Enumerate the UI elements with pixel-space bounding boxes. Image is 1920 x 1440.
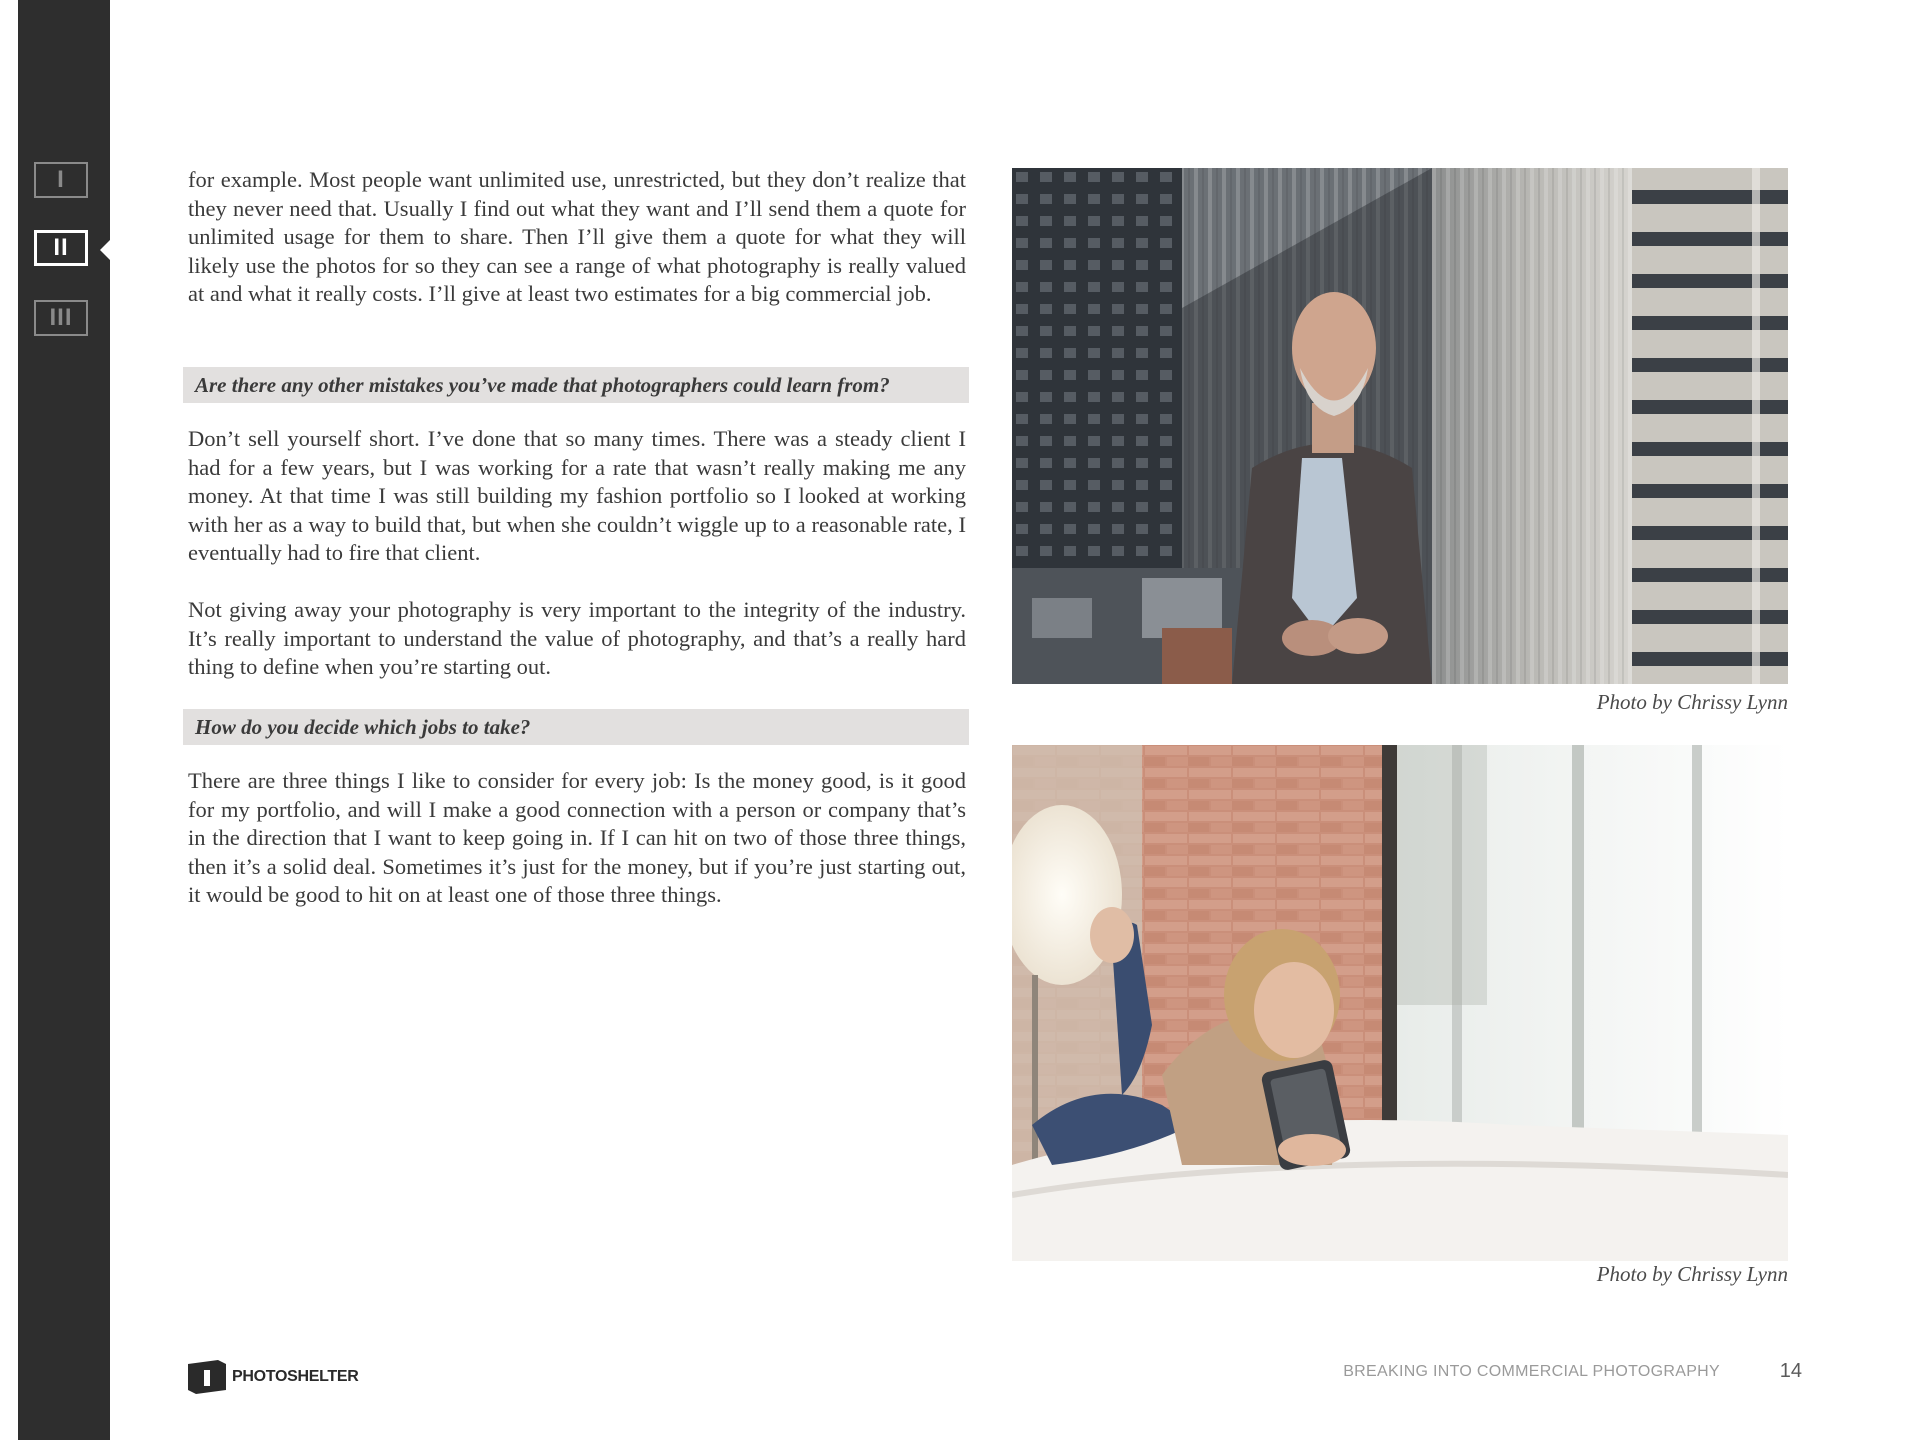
- photo-2-caption: Photo by Chrissy Lynn: [1596, 1262, 1788, 1286]
- photo-1-caption: Photo by Chrissy Lynn: [1596, 690, 1788, 714]
- question-heading-2: How do you decide which jobs to take?: [183, 709, 969, 745]
- photoshelter-logo[interactable]: [188, 1360, 359, 1394]
- paragraph-2: Don’t sell yourself short. I’ve done that so many times. There was a steady client I had for a few years, but I was working for a rate that wasn’t really making me any money. At that time I was still building my fashion portfolio so I looked at working with her as a way to build that, but when she couldn’t wiggle up to a reasonable rate, I eventually had to fire that client.: [188, 426, 966, 566]
- article-text-middle: [188, 425, 966, 682]
- chapter-1-button[interactable]: I: [34, 162, 88, 198]
- current-chapter-pointer-icon: [100, 236, 114, 264]
- article-text-bottom: [188, 767, 966, 910]
- photo-woman-with-tablet: [1012, 745, 1788, 1261]
- right-margin: [1902, 0, 1920, 1440]
- footer-document-title: BREAKING INTO COMMERCIAL PHOTOGRAPHY: [1343, 1363, 1720, 1380]
- page-number: 14: [1779, 1360, 1802, 1382]
- photo-man-by-window: [1012, 168, 1788, 684]
- article-text-top: [188, 166, 966, 309]
- chapter-3-button[interactable]: III: [34, 300, 88, 336]
- left-margin: [0, 0, 18, 1440]
- photo-woman-with-tablet-image: [1012, 745, 1788, 1261]
- paragraph-3: Not giving away your photography is very important to the integrity of the industry. It’s really important to understand the value of photography, and that’s a really hard thing to define when you’re starting out.: [188, 596, 966, 680]
- paragraph-1: for example. Most people want unlimited use, unrestricted, but they don’t realize that they never need that. Usually I find out what they want and I’ll send them a quote for unlimited usage for them to share. Then I’ll give them a quote for what they will likely use the photos for so they can see a range of what photography is really valued at and what it really costs. I’ll give at least two estimates for a big commercial job.: [188, 167, 966, 307]
- photo-man-by-window-image: [1012, 168, 1788, 684]
- photoshelter-logo-icon: [188, 1360, 226, 1394]
- question-heading-1: Are there any other mistakes you’ve made that photographers could learn from?: [183, 367, 969, 403]
- paragraph-4: There are three things I like to consider for every job: Is the money good, is it good for my portfolio, and will I make a good connection with a person or company that’s in the direction that I want to keep going in. If I can hit on two of those three things, then it’s a solid deal. Sometimes it’s just for the money, but if you’re just starting out, it would be good to hit on at least one of those three things.: [188, 768, 966, 908]
- logo-text: PHOTOSHELTER: [232, 1368, 359, 1385]
- chapter-2-button[interactable]: II: [34, 230, 88, 266]
- chapter-sidebar: [18, 0, 110, 1440]
